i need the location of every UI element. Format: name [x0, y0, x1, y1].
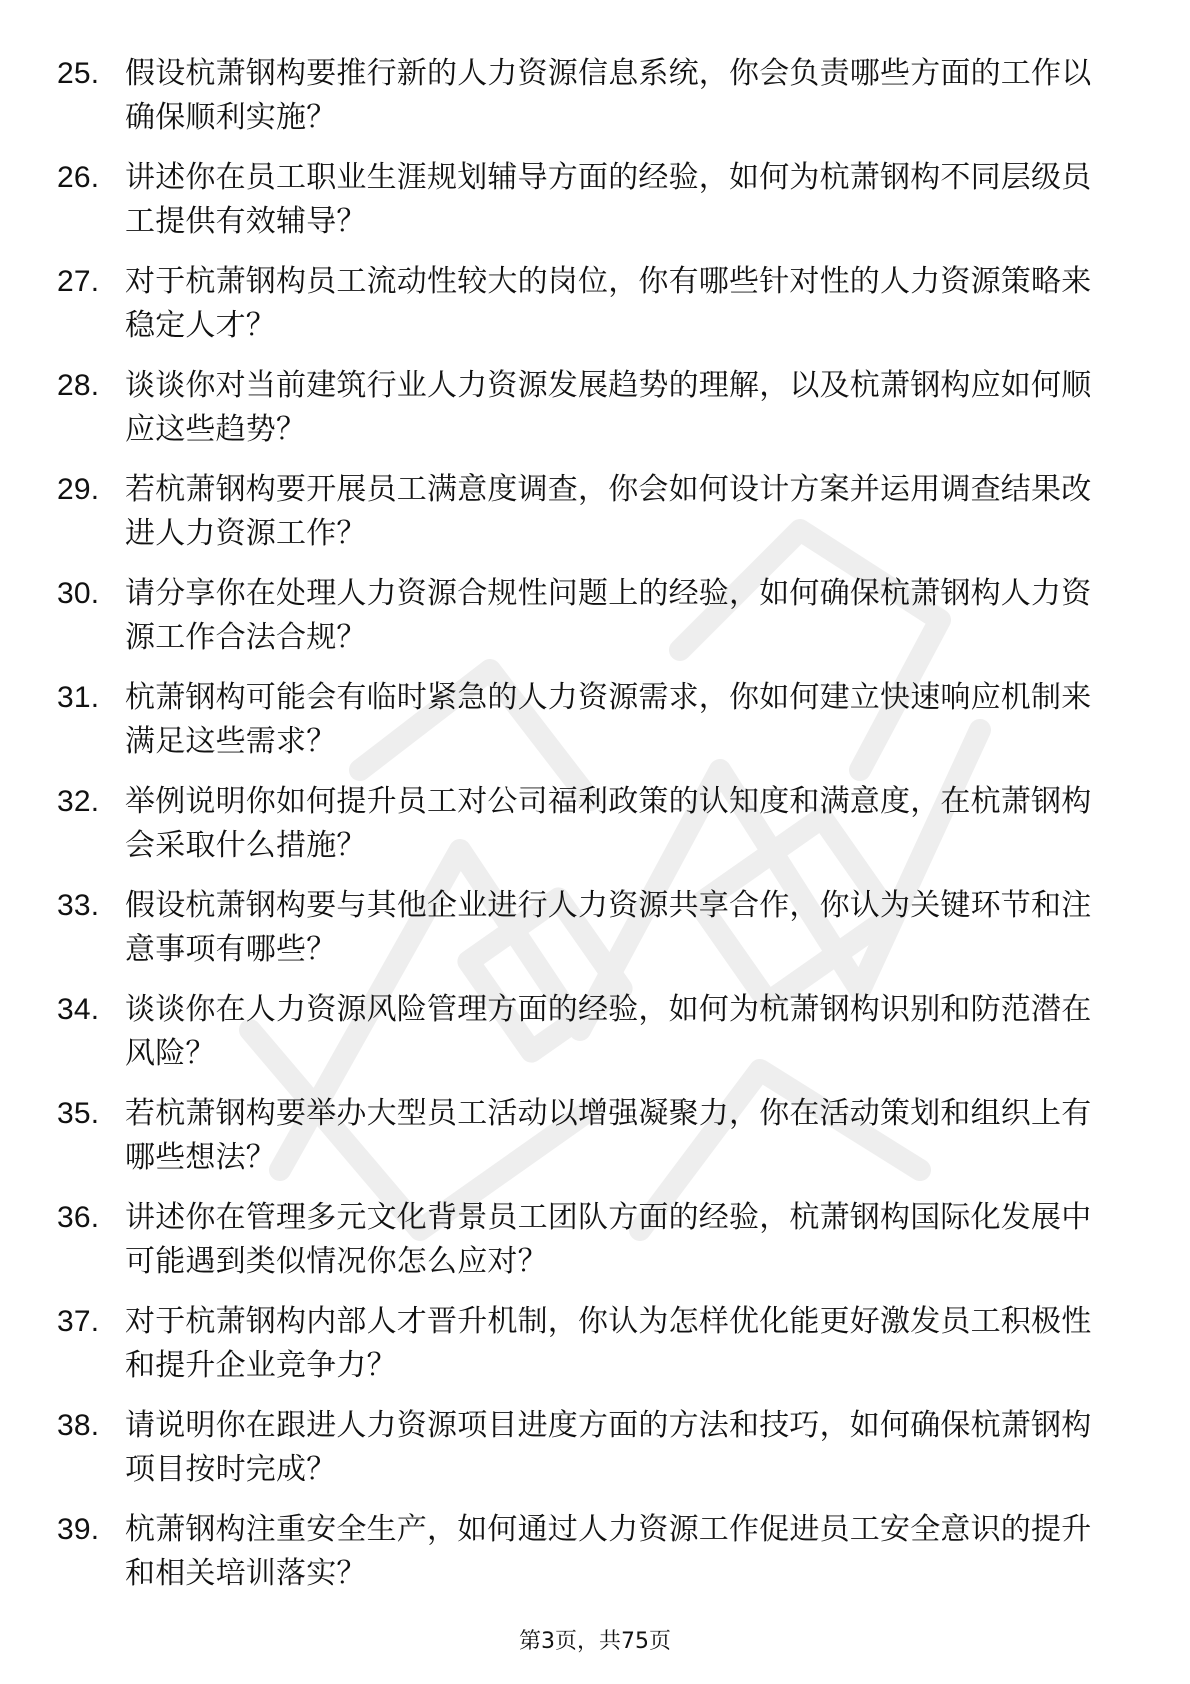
page-footer: [0, 1624, 1190, 1655]
question-text: 谈谈你在人力资源风险管理方面的经验，如何为杭萧钢构识别和防范潜在风险？: [125, 992, 1092, 1071]
question-number: 33.: [57, 889, 100, 922]
question-item: [57, 52, 1107, 156]
question-number: 25.: [57, 57, 100, 90]
question-text: 杭萧钢构可能会有临时紧急的人力资源需求，你如何建立快速响应机制来满足这些需求？: [125, 680, 1092, 759]
question-number: 39.: [57, 1513, 100, 1546]
question-text: 对于杭萧钢构内部人才晋升机制，你认为怎样优化能更好激发员工积极性和提升企业竞争力？: [125, 1304, 1092, 1383]
question-item: [57, 572, 1107, 676]
question-text: 讲述你在管理多元文化背景员工团队方面的经验，杭萧钢构国际化发展中可能遇到类似情况你怎么应对？: [125, 1200, 1092, 1279]
question-number: 31.: [57, 681, 100, 714]
question-text: 假设杭萧钢构要与其他企业进行人力资源共享合作，你认为关键环节和注意事项有哪些？: [125, 888, 1092, 967]
question-list: [57, 52, 1107, 1612]
question-item: [57, 1404, 1107, 1508]
question-text: 若杭萧钢构要举办大型员工活动以增强凝聚力，你在活动策划和组织上有哪些想法？: [125, 1096, 1092, 1175]
question-text: 请分享你在处理人力资源合规性问题上的经验，如何确保杭萧钢构人力资源工作合法合规？: [125, 576, 1092, 655]
question-item: [57, 884, 1107, 988]
question-text: 杭萧钢构注重安全生产，如何通过人力资源工作促进员工安全意识的提升和相关培训落实？: [125, 1512, 1092, 1591]
question-number: 29.: [57, 473, 100, 506]
question-number: 37.: [57, 1305, 100, 1338]
question-number: 30.: [57, 577, 100, 610]
question-item: [57, 468, 1107, 572]
question-item: [57, 988, 1107, 1092]
question-text: 讲述你在员工职业生涯规划辅导方面的经验，如何为杭萧钢构不同层级员工提供有效辅导？: [125, 160, 1092, 239]
question-text: 请说明你在跟进人力资源项目进度方面的方法和技巧，如何确保杭萧钢构项目按时完成？: [125, 1408, 1092, 1487]
question-item: [57, 1300, 1107, 1404]
question-number: 26.: [57, 161, 100, 194]
question-text: 举例说明你如何提升员工对公司福利政策的认知度和满意度，在杭萧钢构会采取什么措施？: [125, 784, 1092, 863]
question-item: [57, 1092, 1107, 1196]
question-item: [57, 364, 1107, 468]
question-text: 谈谈你对当前建筑行业人力资源发展趋势的理解，以及杭萧钢构应如何顺应这些趋势？: [125, 368, 1092, 447]
question-text: 若杭萧钢构要开展员工满意度调查，你会如何设计方案并运用调查结果改进人力资源工作？: [125, 472, 1092, 551]
question-item: [57, 1196, 1107, 1300]
question-number: 34.: [57, 993, 100, 1026]
question-text: 对于杭萧钢构员工流动性较大的岗位，你有哪些针对性的人力资源策略来稳定人才？: [125, 264, 1092, 343]
question-number: 32.: [57, 785, 100, 818]
question-text: 假设杭萧钢构要推行新的人力资源信息系统，你会负责哪些方面的工作以确保顺利实施？: [125, 56, 1092, 135]
question-item: [57, 676, 1107, 780]
question-number: 38.: [57, 1409, 100, 1442]
question-item: [57, 260, 1107, 364]
question-number: 35.: [57, 1097, 100, 1130]
question-item: [57, 780, 1107, 884]
question-item: [57, 156, 1107, 260]
question-item: [57, 1508, 1107, 1612]
question-number: 36.: [57, 1201, 100, 1234]
question-number: 27.: [57, 265, 100, 298]
page-number-label: 第3页，共75页: [519, 1629, 671, 1654]
question-number: 28.: [57, 369, 100, 402]
